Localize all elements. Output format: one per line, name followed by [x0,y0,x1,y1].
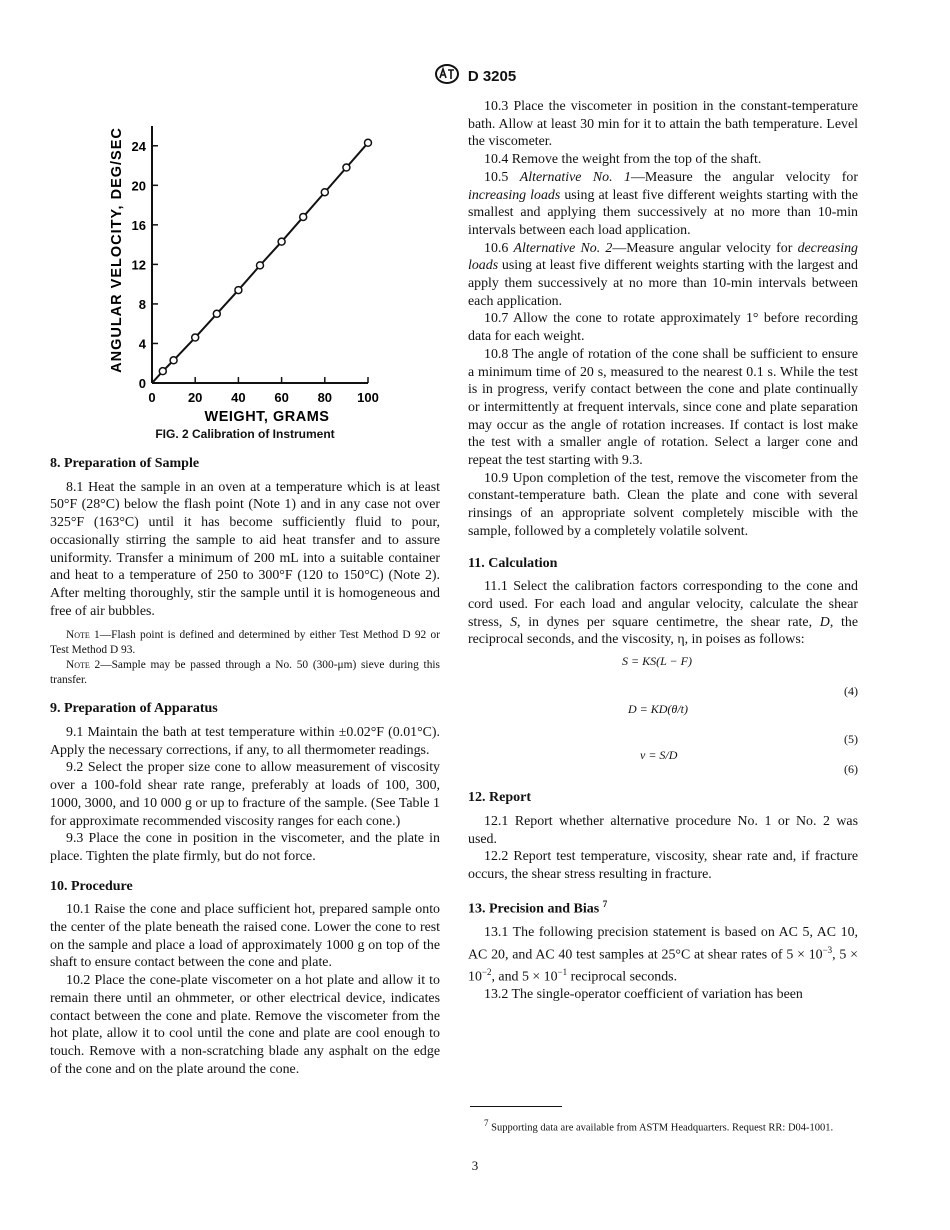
note-2 [50,658,440,688]
p13-1-a: 13.1 The following precision statement is based on AC 5, AC 10, AC 20, and AC 40 test samples at 25°C at shear rates of 5 × 10 [468,924,858,963]
section-8-heading: 8. Preparation of Sample [50,456,200,471]
data-point [257,262,264,269]
equation-6 [468,747,858,777]
y-tick-label: 4 [138,336,146,352]
x-tick-label: 100 [357,390,379,405]
p13-1-e2: −2 [481,967,492,977]
p11-1-D: D [819,614,830,630]
x-tick-label: 20 [187,390,203,405]
p10-6-num: 10.6 [484,240,514,256]
paragraph-10-3: 10.3 Place the viscometer in position in the constant-temperature bath. Allow at least 30 min for it to attain the bath temperature. Level the viscometer. [468,99,858,150]
page-number: 3 [471,1158,479,1173]
section-10-heading: 10. Procedure [50,878,133,894]
paragraph-10-1: 10.1 Raise the cone and place sufficient hot, prepared sample onto the center of the plate beneath the raised cone. Lower the cone to rest on the sample and place a load of approximately 1000 g on top of the shaft to ensure contact between the cone and plate. [50,902,440,971]
y-axis-label: ANGULAR VELOCITY, DEG/SEC [109,127,125,373]
footnote-text: Supporting data are available from ASTM Headquarters. Request RR: D04-1001. [488,1122,834,1134]
p10-5-em2: increasing loads [468,187,561,203]
data-point [159,368,166,375]
p10-6-mid: —Measure angular velocity for [612,240,798,256]
p10-6-em2: decreasing loads [468,240,858,274]
y-tick-label: 16 [131,217,146,233]
p10-5-num: 10.5 [484,169,520,185]
equation-6-text: ν = S/D [640,748,678,763]
calibration-chart [95,95,395,430]
paragraph-10-6 [468,240,858,311]
paragraph-10-9: 10.9 Upon completion of the test, remove the viscometer from the constant-temperature bath. Clean the plate and cone with several rinsings of an appropriate solvent completely miscible with the sample, followed by a completely volatile solvent. [468,470,858,539]
y-tick-label: 12 [131,257,146,273]
p13-1-e1: −3 [822,944,833,955]
data-point [321,189,328,196]
paragraph-9-1: 9.1 Maintain the bath at test temperature within ±0.02°F (0.01°C). Apply the necessary corrections, if any, to all thermometer readings. [50,725,440,758]
data-point [278,238,285,245]
equation-4-text: S = KS(L − F) [622,654,692,669]
left-column [50,455,440,1078]
equation-5 [468,701,858,747]
data-point [300,213,307,220]
y-tick-label: 24 [131,138,146,154]
p11-1-a: 11.1 Select the calibration factors corresponding to the cone and cord used. For each load and angular velocity, calculate the shear stress, [468,579,858,630]
y-tick-label: 0 [138,376,146,391]
section-13-footnote-ref: 7 [602,898,608,909]
paragraph-10-5 [468,169,858,240]
x-tick-label: 60 [274,390,289,405]
x-axis-label: WEIGHT, GRAMS [204,409,330,425]
p13-1-e3: −1 [557,967,568,977]
p11-1-S: S [510,614,518,630]
x-tick-label: 0 [148,390,156,405]
section-13-title: 13. Precision and Bias [468,901,600,917]
paragraph-9-3: 9.3 Place the cone in position in the viscometer, and the plate in place. Tighten the plate firmly, but do not force. [50,831,440,864]
p13-1-b: , 5 × 10 [468,947,859,985]
document-id: D 3205 [467,68,517,85]
paragraph-12-2: 12.2 Report test temperature, viscosity, shear rate and, if fracture occurs, the shear stress resulting in fracture. [468,849,858,882]
astm-logo-icon [434,64,460,89]
paragraph-11-1 [468,578,858,649]
footnote-rule [470,1106,562,1107]
data-point [235,287,242,294]
right-column [468,98,858,1004]
page-header [0,64,950,89]
equation-4 [468,653,858,699]
paragraph-13-2: 13.2 The single-operator coefficient of variation has been [484,987,803,1003]
y-tick-label: 8 [138,296,146,312]
paragraph-10-4: 10.4 Remove the weight from the top of the shaft. [484,152,762,168]
paragraph-13-1 [468,924,858,986]
section-9-heading: 9. Preparation of Apparatus [50,701,218,717]
paragraph-12-1: 12.1 Report whether alternative procedure No. 1 or No. 2 was used. [468,813,858,847]
equation-4-number: (4) [844,684,858,699]
p10-5-mid: —Measure the angular velocity for [630,169,858,185]
p13-1-d: reciprocal seconds. [567,969,678,985]
paragraph-10-7: 10.7 Allow the cone to rotate approximately 1° before recording data for each weight. [468,311,858,345]
p10-5-em1: Alternative No. 1 [519,169,631,185]
p10-5-end: using at least five different weights starting with the smallest and applying them successively at no more than 10-min intervals between each load application. [468,187,858,238]
note-1-text: —Flash point is defined and determined by either Test Method D 92 or Test Method D 93. [50,629,440,657]
data-point [365,139,372,146]
data-point [343,164,350,171]
p13-1-c: , and 5 × 10 [491,969,558,985]
p10-6-end: using at least five different weights starting with the largest and apply them successively at no more than 10-min intervals between each application. [468,258,858,309]
section-11-heading: 11. Calculation [468,555,558,571]
p10-6-em1: Alternative No. 2 [513,240,613,256]
paragraph-9-2: 9.2 Select the proper size cone to allow measurement of viscosity over a 100-fold shear rate range, preferably at loads of 100, 300, 1000, 3000, and 10 000 g or up to fracture of the sample. (See Table 1 for approximate recommended viscosity ranges for each cone.) [50,760,440,829]
note-1-label: Note 1 [66,629,100,642]
footnote-number: 7 [484,1118,489,1128]
note-2-text: —Sample may be passed through a No. 50 (300-μm) sieve during this transfer. [50,659,440,687]
paragraph-8-1: 8.1 Heat the sample in an oven at a temperature which is at least 50°F (28°C) below the flash point (Note 1) and in any case not over 325°F (163°C) until it has become sufficiently fluid to pour, occasionally stirring the sample to aid heat transfer and to assure uniformity. Transfer a minimum of 200 mL into a suitable container and heat to a temperature of 250 to 300°F (120 to 150°C) (Note 2). After melting thoroughly, stir the sample until it is homogeneous and free of air bubbles. [50,479,440,619]
section-13-heading [468,896,858,918]
equation-5-number: (5) [844,732,858,747]
footnote [470,1116,860,1136]
paragraph-10-2: 10.2 Place the cone-plate viscometer on a hot plate and allow it to remain there until an ohmmeter, or other electrical device, indicates contact between the cone and plate. Remove the viscometer from the hot plate, allow it to cool until the cone and plate are cool enough to touch. Remove with a non-scratching blade any asphalt on the edge of the cone and on the plate around the cone. [50,973,440,1077]
note-2-label: Note 2 [66,659,101,672]
p11-1-c: , the reciprocal seconds, and the viscosity, η, in poises as follows: [468,614,858,648]
x-tick-label: 40 [231,390,246,405]
x-tick-label: 80 [317,390,333,405]
p11-1-b: , in dynes per square centimetre, the shear rate, [517,614,820,630]
data-point [170,357,177,364]
equation-6-number: (6) [844,762,858,777]
equation-5-text: D = KD(θ/t) [628,702,688,717]
note-1 [50,628,440,658]
figure-caption: FIG. 2 Calibration of Instrument [155,427,335,441]
y-tick-label: 20 [131,178,146,194]
section-12-heading: 12. Report [468,790,531,806]
paragraph-10-8: 10.8 The angle of rotation of the cone shall be sufficient to ensure a minimum time of 20 s, measured to the nearest 0.1 s. While the test is in progress, verify contact between the cone and plate continually or intermittently at frequent intervals, since cone and plate separation may occur as the angle of rotation increases. If contact is lost make the test with a smaller angle of rotation. Select a larger cone and repeat the test starting with 9.3. [468,346,858,469]
data-point [213,310,220,317]
data-point [192,334,199,341]
